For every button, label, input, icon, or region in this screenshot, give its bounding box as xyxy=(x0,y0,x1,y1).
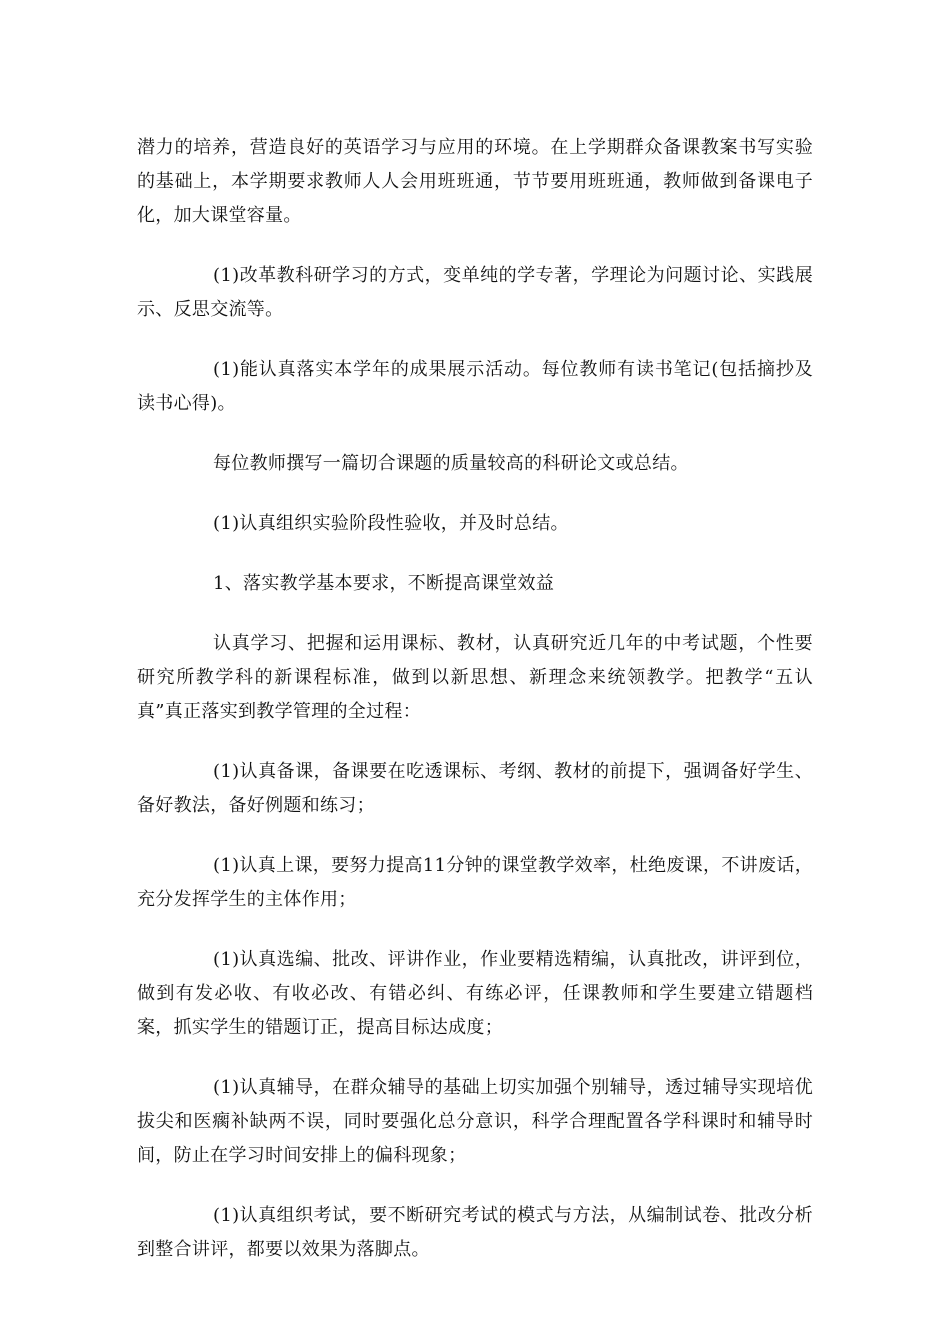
paragraph-2: (1)改革教科研学习的方式，变单纯的学专著，学理论为问题讨论、实践展示、反思交流等。 xyxy=(137,265,813,320)
document-body xyxy=(137,131,813,1293)
paragraph-11: (1)认真辅导，在群众辅导的基础上切实加强个别辅导，透过辅导实现培优拔尖和医瘸补缺两不误，同时要强化总分意识，科学合理配置各学科课时和辅导时间，防止在学习时间安排上的偏科现象； xyxy=(137,1077,813,1166)
paragraph-8: (1)认真备课，备课要在吃透课标、考纲、教材的前提下，强调备好学生、备好教法，备好例题和练习； xyxy=(137,761,813,816)
paragraph-4: 每位教师撰写一篇切合课题的质量较高的科研论文或总结。 xyxy=(213,453,689,474)
paragraph-9: (1)认真上课，要努力提高11分钟的课堂教学效率，杜绝废课，不讲废话，充分发挥学生的主体作用； xyxy=(137,855,813,910)
paragraph-1: 潜力的培养，营造良好的英语学习与应用的环境。在上学期群众备课教案书写实验的基础上，本学期要求教师人人会用班班通，节节要用班班通，教师做到备课电子化，加大课堂容量。 xyxy=(137,137,813,226)
paragraph-3: (1)能认真落实本学年的成果展示活动。每位教师有读书笔记(包括摘抄及读书心得)。 xyxy=(137,359,813,414)
paragraph-5: (1)认真组织实验阶段性验收，并及时总结。 xyxy=(213,513,569,534)
paragraph-7: 认真学习、把握和运用课标、教材，认真研究近几年的中考试题，个性要研究所教学科的新课程标准，做到以新思想、新理念来统领教学。把教学“五认真”真正落实到教学管理的全过程： xyxy=(137,633,813,722)
paragraph-12: (1)认真组织考试，要不断研究考试的模式与方法，从编制试卷、批改分析到整合讲评，都要以效果为落脚点。 xyxy=(137,1205,813,1260)
paragraph-10: (1)认真选编、批改、评讲作业，作业要精选精编，认真批改，讲评到位，做到有发必收、有收必改、有错必纠、有练必评，任课教师和学生要建立错题档案，抓实学生的错题订正，提高目标达成度； xyxy=(137,949,813,1038)
section-heading: 1、落实教学基本要求，不断提高课堂效益 xyxy=(213,573,555,594)
